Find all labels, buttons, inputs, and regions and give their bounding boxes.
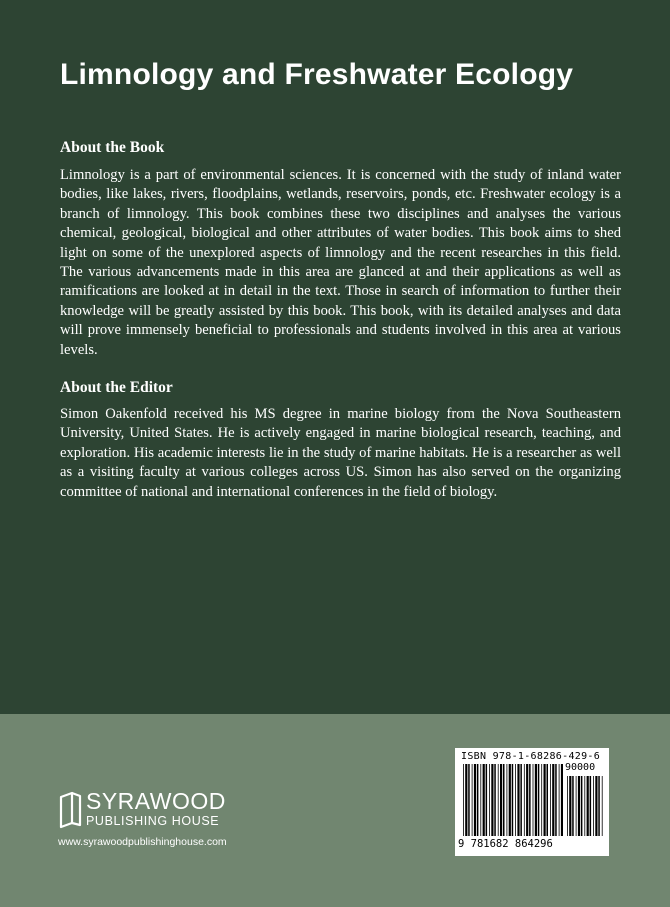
about-book-heading: About the Book [60,139,165,156]
barcode-bars [463,764,563,836]
about-editor-heading: About the Editor [60,379,173,396]
about-book-text: Limnology is a part of environmental sciences. It is concerned with the study of inland water bodies, like lakes, rivers, floodplains, wetlands, reservoirs, ponds, etc. Freshwater ecology is a branch of limnology. This book combines these two disciplines and analyses the various chemical, geological, biological and other attributes of water bodies. This book aims to shed light on some of the unexplored aspects of limnology and the recent researches in this field. The various advancements made in this area are glanced at and their applications as well as ramifications are looked at in detail in the text. Those in search of information to further their knowledge will be greatly assisted by this book. This book, with its detailed analyses and data will prove immensely beneficial to professionals and students involved in this area at various levels. [60,167,621,358]
publisher-name: SYRAWOOD [86,788,226,814]
book-mark-icon [58,791,82,829]
isbn-label: ISBN 978-1-68286-429-6 [461,751,601,762]
publisher-logo [56,789,256,833]
publisher-subname: PUBLISHING HOUSE [86,814,220,828]
barcode-digits: 9 781682 864296 [458,838,553,850]
isbn-barcode [455,748,609,856]
barcode-addon-bars [567,776,603,836]
publisher-url: www.syrawoodpublishinghouse.com [58,836,227,848]
book-title: Limnology and Freshwater Ecology [60,58,574,91]
barcode-addon-digits: 90000 [565,762,596,773]
about-editor-text: Simon Oakenfold received his MS degree in marine biology from the Nova Southeastern University, United States. He is actively engaged in marine biological research, teaching, and exploration. His academic interests lie in the study of marine habitats. He is a researcher as well as a visiting faculty at various colleges across US. Simon has also served on the organizing committee of national and international conferences in the field of biology. [60,406,621,500]
